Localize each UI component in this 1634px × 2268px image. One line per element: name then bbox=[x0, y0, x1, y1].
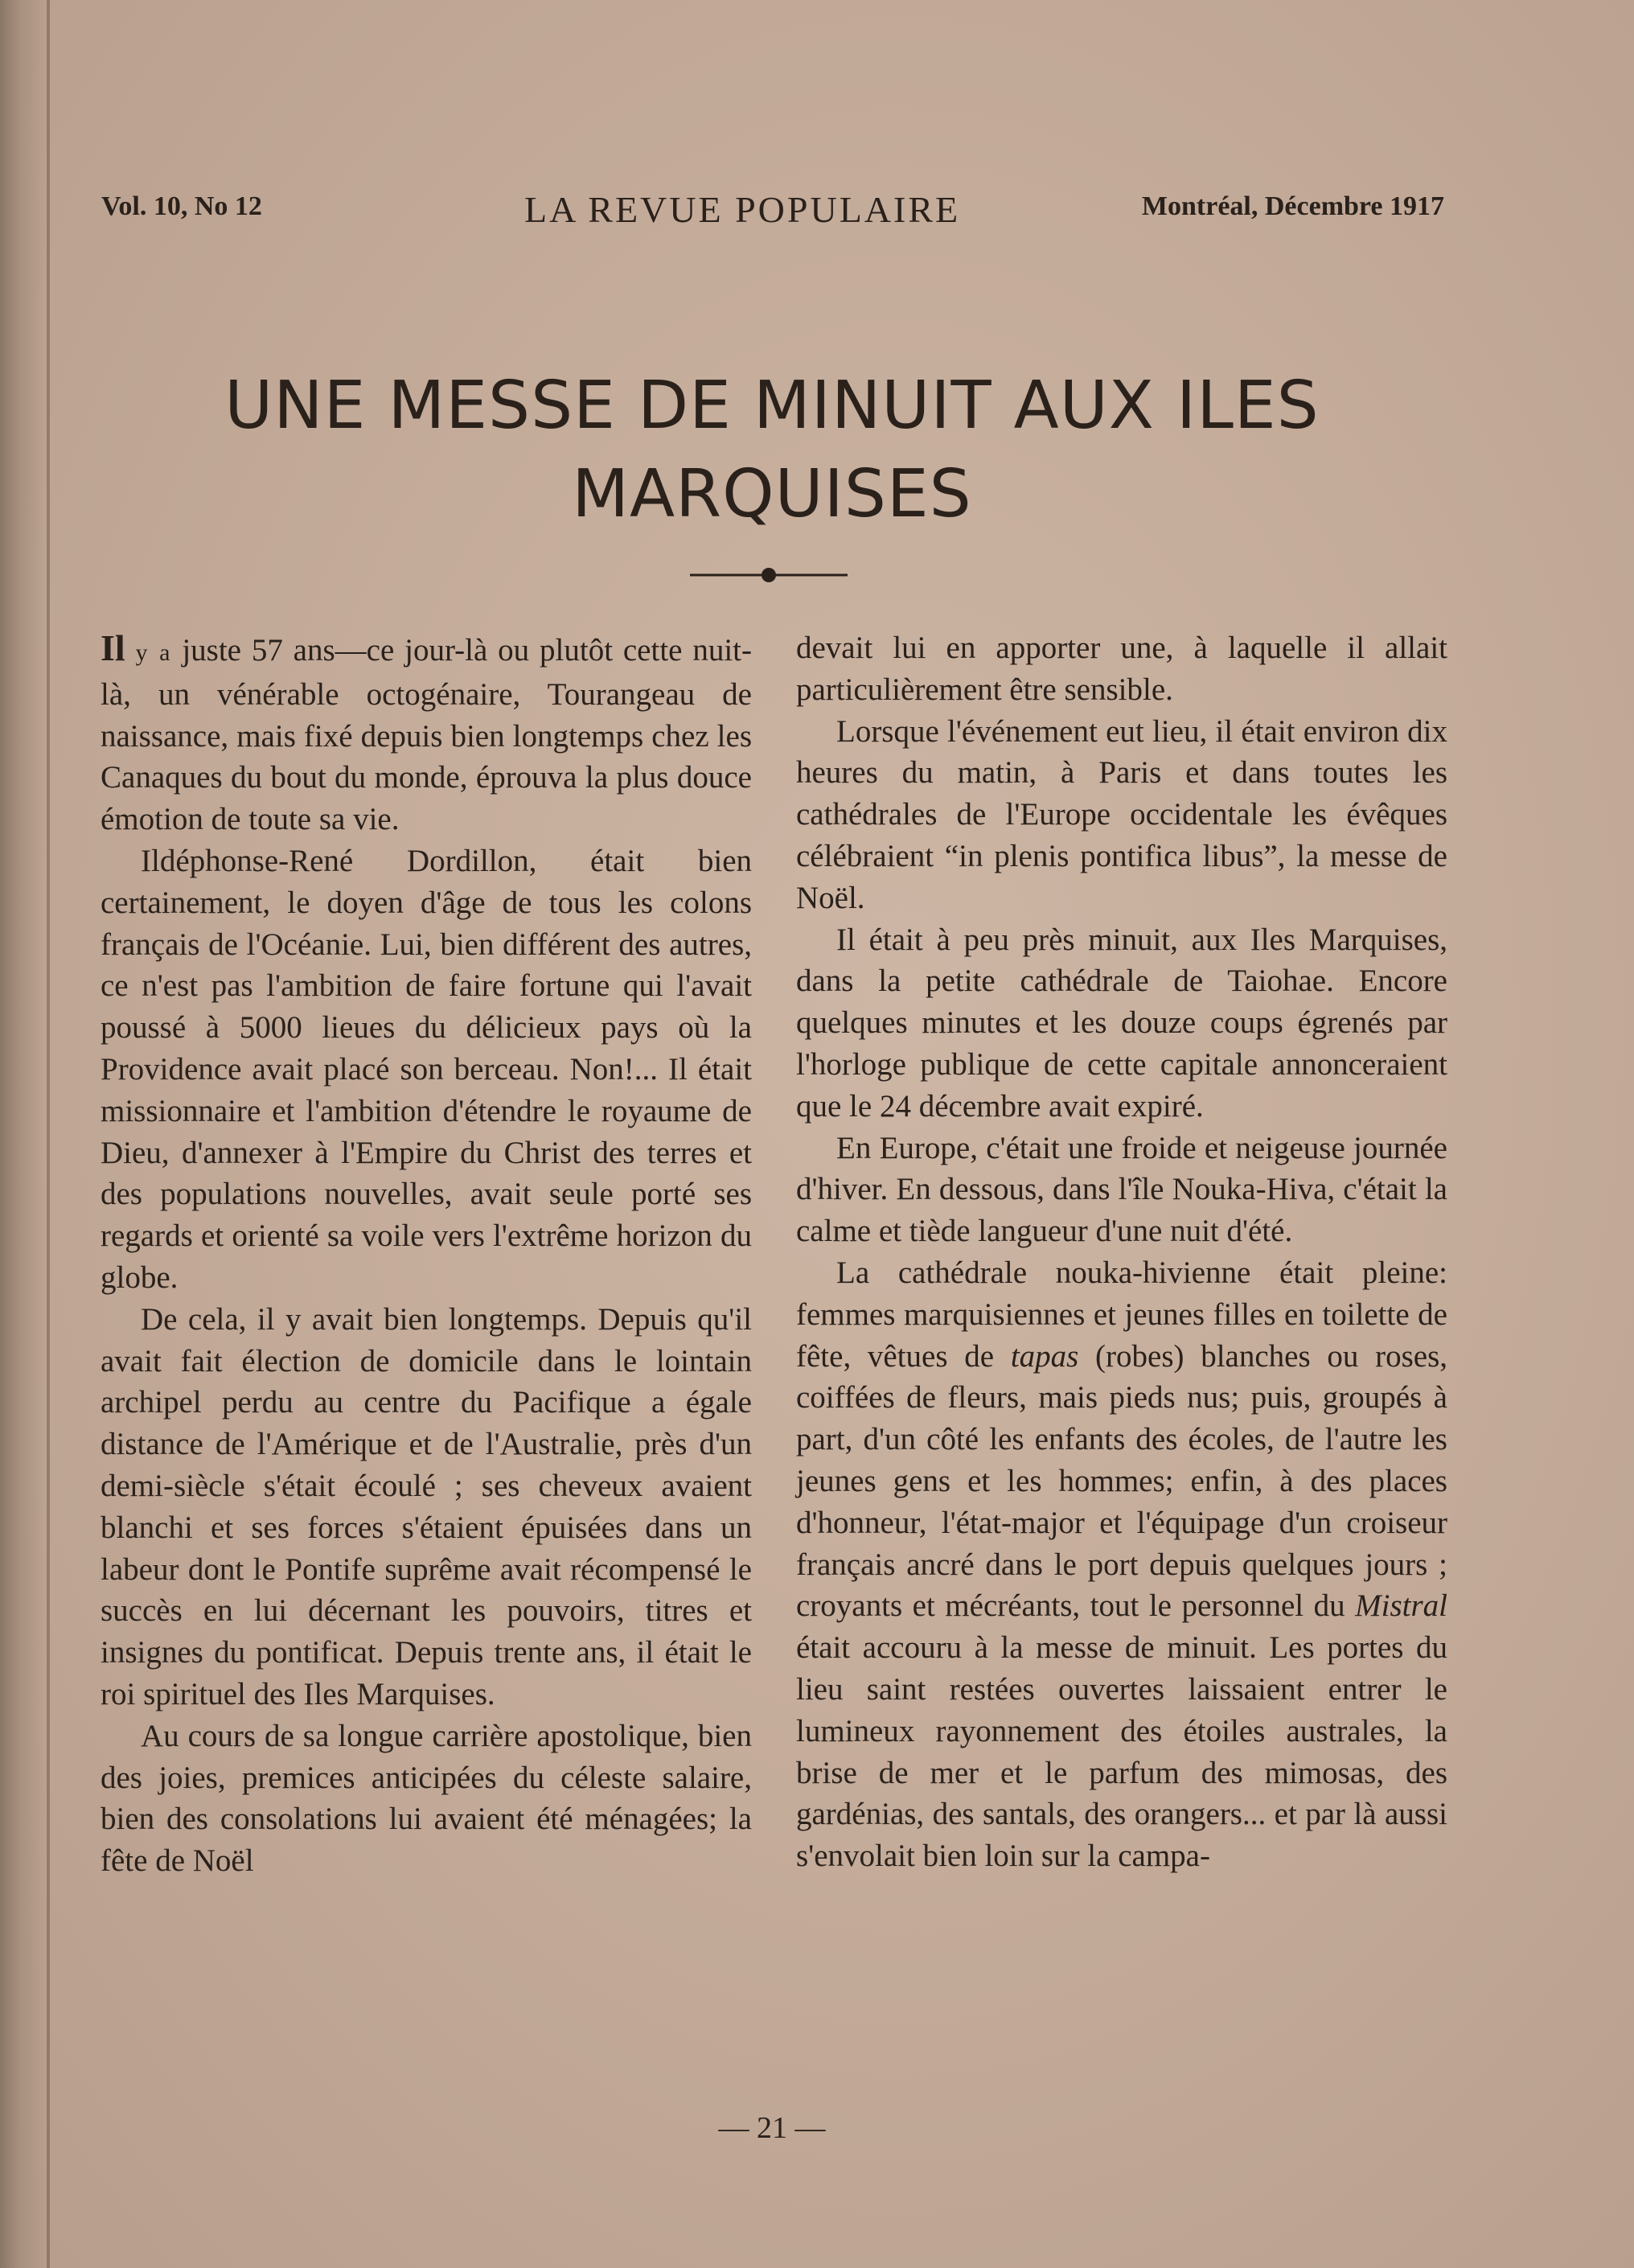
paragraph-text: juste 57 ans—ce jour-là ou plutôt cette nuit-là, un vénérable octogénaire, Tourangeau de naissance, mais fixé depuis bien longtemps chez les Canaques du bout du monde, éprouva la plus douce émotion de toute sa vie. bbox=[101, 633, 752, 837]
italic-word: tapas bbox=[1010, 1338, 1079, 1374]
page-number: — 21 — bbox=[718, 2111, 826, 2145]
paragraph bbox=[101, 627, 752, 840]
small-caps-lead: y a bbox=[135, 639, 172, 666]
paragraph: devait lui en apporter une, à laquelle il allait particulièrement être sensible. bbox=[796, 631, 1447, 707]
text-column-left bbox=[101, 627, 752, 1882]
magazine-title: LA REVUE POPULAIRE bbox=[524, 189, 961, 230]
running-header bbox=[101, 191, 1444, 232]
binding-shadow-line bbox=[47, 0, 50, 2268]
paragraph bbox=[796, 1252, 1447, 1877]
paragraph: Ildéphonse-René Dordillon, était bien certainement, le doyen d'âge de tous les colons français de l'Océanie. Lui, bien différent des autres, ce n'est pas l'ambition de faire fortune qui l'avait poussé à 5000 lieues du délicieux pays où la Providence avait placé son berceau. Non!... Il était missionnaire et l'ambition d'étendre le royaume de Dieu, d'annexer à l'Empire du Christ des terres et des populations nouvelles, avait seule porté ses regards et orienté sa voile vers l'extrême horizon du globe. bbox=[101, 843, 752, 1295]
page-binding-edge bbox=[0, 0, 48, 2268]
paragraph-text: (robes) blanches ou roses, coiffées de fleurs, mais pieds nus; puis, groupés à part, d'un côté les enfants des écoles, de l'autre les jeunes gens et les hommes; enfin, à des places d'honneur, l'état-major et l'équipage d'un croiseur français ancré dans le port depuis quelques jours ; croyants et mécréants, tout le personnel du bbox=[796, 1338, 1448, 1624]
paragraph: De cela, il y avait bien longtemps. Depuis qu'il avait fait élection de domicile dans le lointain archipel perdu au centre du Pacifique a égale distance de l'Amérique et de l'Australie, près d'un demi-siècle s'était écoulé ; ses cheveux avaient blanchi et ses forces s'étaient épuisées dans un labeur dont le Pontife suprême avait récompensé le succès en lui décernant les pouvoirs, titres et insignes du pontificat. Depuis trente ans, il était le roi spirituel des Iles Marquises. bbox=[101, 1301, 752, 1711]
drop-initial: Il bbox=[101, 627, 125, 668]
issue-date: Montréal, Décembre 1917 bbox=[1141, 191, 1444, 221]
title-ornament bbox=[690, 565, 848, 585]
ship-name: Mistral bbox=[1355, 1588, 1447, 1624]
volume-number: Vol. 10, No 12 bbox=[101, 191, 262, 221]
text-column-right bbox=[796, 627, 1447, 1877]
paragraph: Il était à peu près minuit, aux Iles Marquises, dans la petite cathédrale de Taiohae. Encore quelques minutes et les douze coups égrenés par l'horloge publique de cette capitale annonceraient que le 24 décembre avait expiré. bbox=[796, 922, 1447, 1124]
paragraph: Lorsque l'événement eut lieu, il était environ dix heures du matin, à Paris et dans toutes les cathédrales de l'Europe occidentale les évêques célébraient “in plenis pontifica libus”, la messe de Noël. bbox=[796, 713, 1447, 915]
paragraph: Au cours de sa longue carrière apostolique, bien des joies, premices anticipées du céleste salaire, bien des consolations lui avaient été ménagées; la fête de Noël bbox=[101, 1718, 752, 1879]
paragraph-text: était accouru à la messe de minuit. Les portes du lieu saint restées ouvertes laissaient entrer le lumineux rayonnement des étoiles australes, la brise de mer et le parfum des mimosas, des gardénias, des santals, des orangers... et par là aussi s'envolait bien loin sur la campa- bbox=[796, 1630, 1447, 1874]
paragraph-text: La cathédrale nouka-hivienne était pleine: femmes marquisiennes et jeunes filles en toilette de fête, vêtues de bbox=[796, 1255, 1447, 1374]
article-title: UNE MESSE DE MINUIT AUX ILES MARQUISES bbox=[224, 368, 1320, 532]
paragraph: En Europe, c'était une froide et neigeuse journée d'hiver. En dessous, dans l'île Nouka-Hiva, c'était la calme et tiède langueur d'une nuit d'été. bbox=[796, 1130, 1447, 1249]
